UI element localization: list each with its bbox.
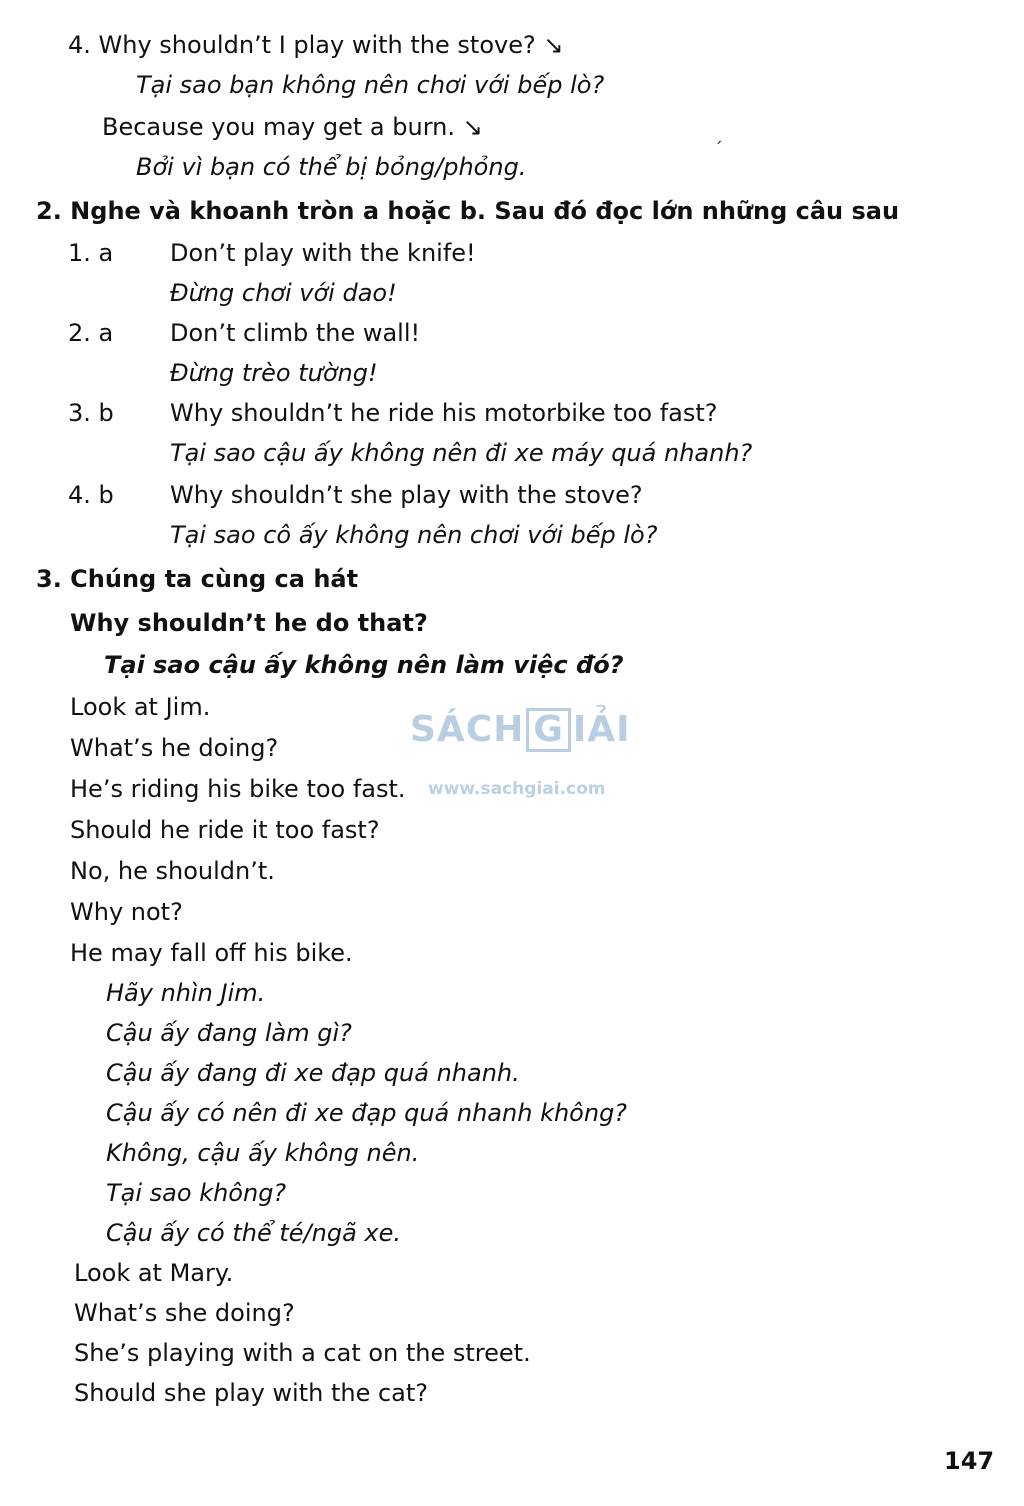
watermark-logo: [410, 708, 631, 752]
verse1-vi-line: Cậu ấy có thể té/ngã xe.: [106, 1219, 402, 1247]
section3-heading: 3. Chúng ta cùng ca hát: [36, 565, 359, 593]
ex1-item4-question: 4. Why shouldn’t I play with the stove? ↘: [68, 31, 564, 59]
s2-item4-vi: Tại sao cô ấy không nên chơi với bếp lò?: [170, 521, 658, 549]
verse1-en-line: Look at Jim.: [70, 693, 211, 721]
verse2-en-line: What’s she doing?: [74, 1299, 295, 1327]
song-title-vi: Tại sao cậu ấy không nên làm việc đó?: [104, 651, 624, 679]
verse1-vi-line: Cậu ấy đang làm gì?: [106, 1019, 352, 1047]
verse1-vi-line: Không, cậu ấy không nên.: [106, 1139, 420, 1167]
ex1-item4-question-vi: Tại sao bạn không nên chơi với bếp lò?: [136, 71, 605, 99]
verse1-vi-line: Tại sao không?: [106, 1179, 287, 1207]
s2-item3-vi: Tại sao cậu ấy không nên đi xe máy quá nhanh?: [170, 439, 753, 467]
s2-item1-vi: Đừng chơi với dao!: [170, 279, 397, 307]
s2-item2-en: Don’t climb the wall!: [170, 319, 421, 347]
verse1-en-line: He’s riding his bike too fast.: [70, 775, 406, 803]
section2-heading: 2. Nghe và khoanh tròn a hoặc b. Sau đó đọc lớn những câu sau: [36, 197, 900, 225]
song-title: Why shouldn’t he do that?: [70, 609, 428, 637]
s2-item1-en: Don’t play with the knife!: [170, 239, 476, 267]
s2-item4-num: 4. b: [68, 481, 114, 509]
verse1-vi-line: Cậu ấy đang đi xe đạp quá nhanh.: [106, 1059, 520, 1087]
watermark-post: IẢI: [572, 709, 631, 750]
s2-item2-num: 2. a: [68, 319, 114, 347]
s2-item2-vi: Đừng trèo tường!: [170, 359, 378, 387]
verse2-en-line: Should she play with the cat?: [74, 1379, 429, 1407]
s2-item1-num: 1. a: [68, 239, 114, 267]
watermark-boxed-letter: G: [526, 708, 571, 752]
verse1-vi-line: Hãy nhìn Jim.: [106, 979, 266, 1007]
s2-item4-en: Why shouldn’t she play with the stove?: [170, 481, 643, 509]
verse1-vi-line: Cậu ấy có nên đi xe đạp quá nhanh không?: [106, 1099, 628, 1127]
verse1-en-line: He may fall off his bike.: [70, 939, 353, 967]
s2-item3-en: Why shouldn’t he ride his motorbike too fast?: [170, 399, 718, 427]
ex1-item4-answer: Because you may get a burn. ↘: [102, 113, 483, 141]
stray-mark: ´: [714, 139, 723, 160]
watermark-url: www.sachgiai.com: [428, 779, 606, 799]
page-number: 147: [944, 1447, 995, 1475]
verse1-en-line: Why not?: [70, 898, 183, 926]
verse1-en-line: No, he shouldn’t.: [70, 857, 275, 885]
verse1-en-line: What’s he doing?: [70, 734, 279, 762]
s2-item3-num: 3. b: [68, 399, 114, 427]
verse2-en-line: Look at Mary.: [74, 1259, 234, 1287]
verse1-en-line: Should he ride it too fast?: [70, 816, 380, 844]
verse2-en-line: She’s playing with a cat on the street.: [74, 1339, 531, 1367]
watermark-pre: SÁCH: [410, 709, 525, 750]
ex1-item4-answer-vi: Bởi vì bạn có thể bị bỏng/phỏng.: [136, 153, 527, 181]
